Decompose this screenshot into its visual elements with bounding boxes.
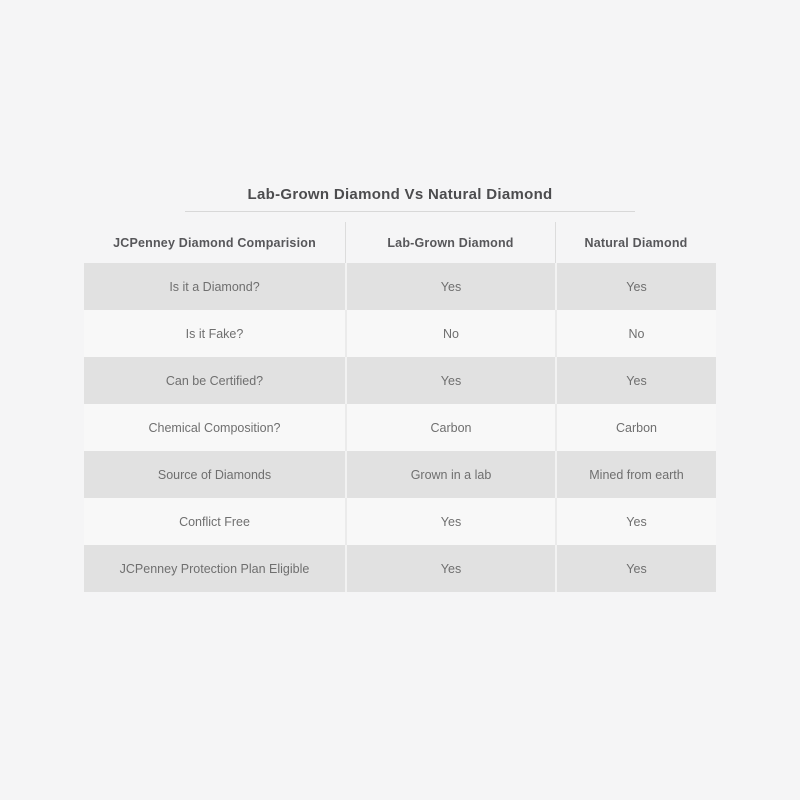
table-row bbox=[84, 404, 716, 451]
table-row bbox=[84, 357, 716, 404]
row-label-cell: Conflict Free bbox=[84, 498, 345, 545]
lab-grown-value-cell: Carbon bbox=[345, 404, 555, 451]
natural-value-cell: Yes bbox=[555, 357, 716, 404]
natural-value-cell: No bbox=[555, 310, 716, 357]
row-label-cell: Is it Fake? bbox=[84, 310, 345, 357]
lab-grown-value-cell: Yes bbox=[345, 498, 555, 545]
row-label-cell: Is it a Diamond? bbox=[84, 263, 345, 310]
row-label-cell: Can be Certified? bbox=[84, 357, 345, 404]
lab-grown-value-cell: Grown in a lab bbox=[345, 451, 555, 498]
table-row bbox=[84, 498, 716, 545]
row-label-cell: Chemical Composition? bbox=[84, 404, 345, 451]
column-header-comparison: JCPenney Diamond Comparision bbox=[113, 235, 316, 250]
table-row bbox=[84, 545, 716, 592]
row-label-cell: JCPenney Protection Plan Eligible bbox=[84, 545, 345, 592]
natural-value-cell: Carbon bbox=[555, 404, 716, 451]
table-row bbox=[84, 263, 716, 310]
table-body bbox=[84, 263, 716, 592]
natural-value-cell: Mined from earth bbox=[555, 451, 716, 498]
comparison-table bbox=[84, 222, 716, 592]
lab-grown-value-cell: Yes bbox=[345, 263, 555, 310]
row-label-cell: Source of Diamonds bbox=[84, 451, 345, 498]
column-header-lab-grown: Lab-Grown Diamond bbox=[345, 222, 555, 263]
lab-grown-value-cell: No bbox=[345, 310, 555, 357]
natural-value-cell: Yes bbox=[555, 498, 716, 545]
table-row bbox=[84, 451, 716, 498]
title-divider bbox=[185, 211, 635, 212]
table-header-row bbox=[84, 222, 716, 263]
page-title: Lab-Grown Diamond Vs Natural Diamond bbox=[247, 186, 553, 203]
table-row bbox=[84, 310, 716, 357]
natural-value-cell: Yes bbox=[555, 545, 716, 592]
lab-grown-value-cell: Yes bbox=[345, 545, 555, 592]
column-header-natural: Natural Diamond bbox=[555, 222, 716, 263]
natural-value-cell: Yes bbox=[555, 263, 716, 310]
lab-grown-value-cell: Yes bbox=[345, 357, 555, 404]
